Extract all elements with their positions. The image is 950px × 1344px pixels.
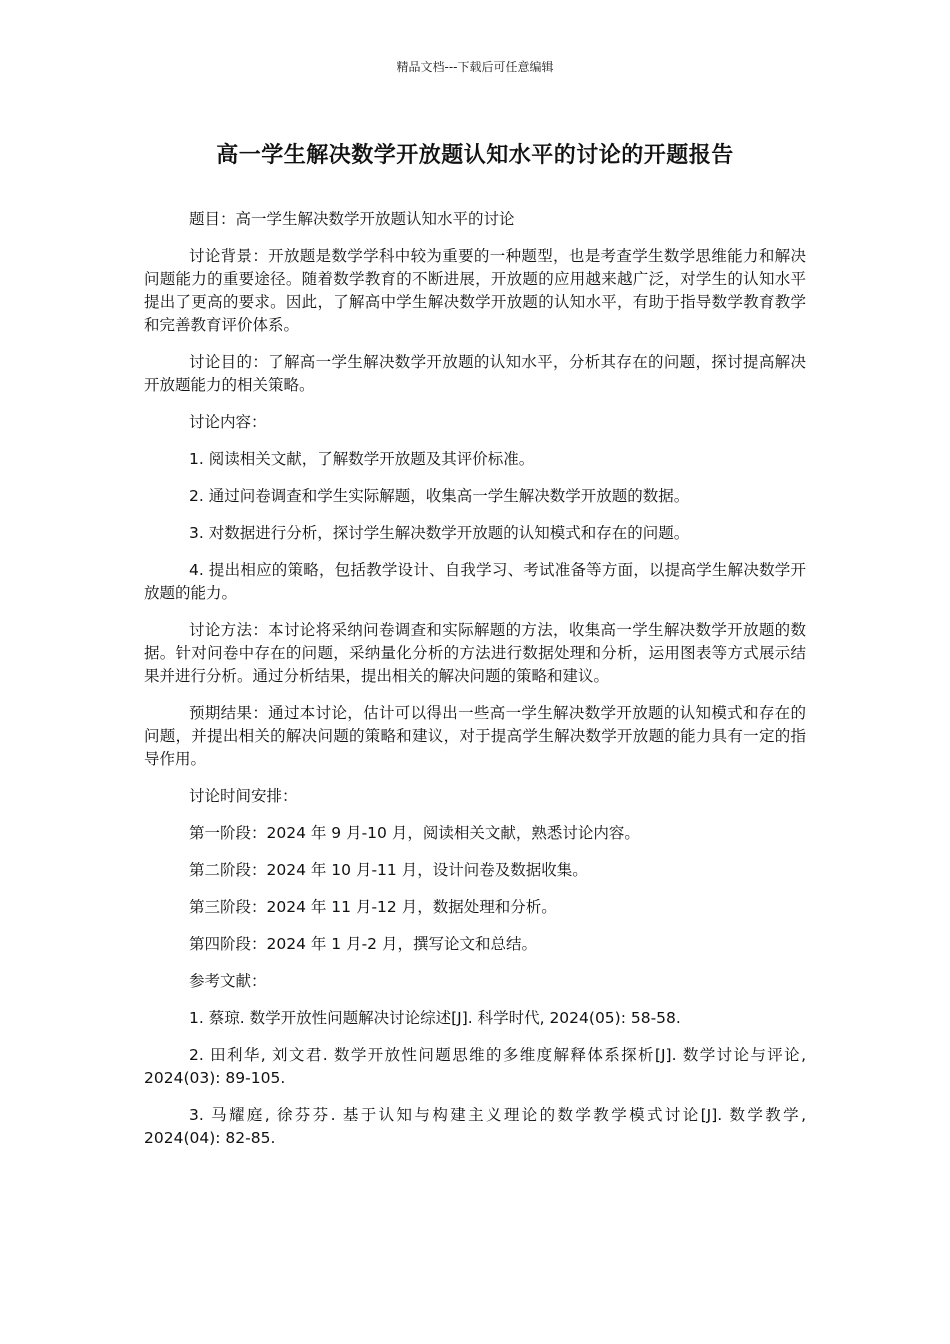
document-body bbox=[144, 208, 806, 1164]
schedule-stage-1: 第一阶段：2024 年 9 月-10 月，阅读相关文献，熟悉讨论内容。 bbox=[189, 824, 640, 842]
background-paragraph: 讨论背景：开放题是数学学科中较为重要的一种题型，也是考查学生数学思维能力和解决问题能力的重要途径。随着数学教育的不断进展，开放题的应用越来越广泛，对学生的认知水平提出了更高的要求。因此，了解高中学生解决数学开放题的认知水平，有助于指导数学教育教学和完善教育评价体系。 bbox=[144, 247, 806, 334]
references-heading: 参考文献： bbox=[189, 972, 267, 990]
schedule-heading: 讨论时间安排： bbox=[189, 787, 298, 805]
header-note: 精品文档---下载后可任意编辑 bbox=[396, 60, 554, 74]
reference-3: 3. 马耀庭, 徐芬芬. 基于认知与构建主义理论的数学教学模式讨论[J]. 数学教学, 2024(04): 82-85. bbox=[144, 1106, 806, 1147]
schedule-stage-4: 第四阶段：2024 年 1 月-2 月，撰写论文和总结。 bbox=[189, 935, 537, 953]
purpose-paragraph: 讨论目的：了解高一学生解决数学开放题的认知水平，分析其存在的问题，探讨提高解决开放题能力的相关策略。 bbox=[144, 353, 806, 394]
reference-1: 1. 蔡琼. 数学开放性问题解决讨论综述[J]. 科学时代, 2024(05): 58-58. bbox=[189, 1009, 681, 1027]
content-item-3: 3. 对数据进行分析，探讨学生解决数学开放题的认知模式和存在的问题。 bbox=[189, 524, 690, 542]
topic-paragraph: 题目：高一学生解决数学开放题认知水平的讨论 bbox=[189, 210, 515, 228]
document-title: 高一学生解决数学开放题认知水平的讨论的开题报告 bbox=[216, 143, 734, 168]
content-item-2: 2. 通过问卷调查和学生实际解题，收集高一学生解决数学开放题的数据。 bbox=[189, 487, 690, 505]
expected-result-paragraph: 预期结果：通过本讨论，估计可以得出一些高一学生解决数学开放题的认知模式和存在的问题，并提出相关的解决问题的策略和建议，对于提高学生解决数学开放题的能力具有一定的指导作用。 bbox=[144, 704, 806, 768]
reference-2: 2. 田利华, 刘文君. 数学开放性问题思维的多维度解释体系探析[J]. 数学讨论与评论, 2024(03): 89-105. bbox=[144, 1046, 806, 1087]
content-item-4: 4. 提出相应的策略，包括教学设计、自我学习、考试准备等方面，以提高学生解决数学开放题的能力。 bbox=[144, 561, 806, 602]
method-paragraph: 讨论方法：本讨论将采纳问卷调查和实际解题的方法，收集高一学生解决数学开放题的数据。针对问卷中存在的问题，采纳量化分析的方法进行数据处理和分析，运用图表等方式展示结果并进行分析。通过分析结果，提出相关的解决问题的策略和建议。 bbox=[144, 621, 806, 685]
content-item-1: 1. 阅读相关文献，了解数学开放题及其评价标准。 bbox=[189, 450, 535, 468]
content-heading: 讨论内容： bbox=[189, 413, 267, 431]
schedule-stage-2: 第二阶段：2024 年 10 月-11 月，设计问卷及数据收集。 bbox=[189, 861, 588, 879]
schedule-stage-3: 第三阶段：2024 年 11 月-12 月，数据处理和分析。 bbox=[189, 898, 557, 916]
